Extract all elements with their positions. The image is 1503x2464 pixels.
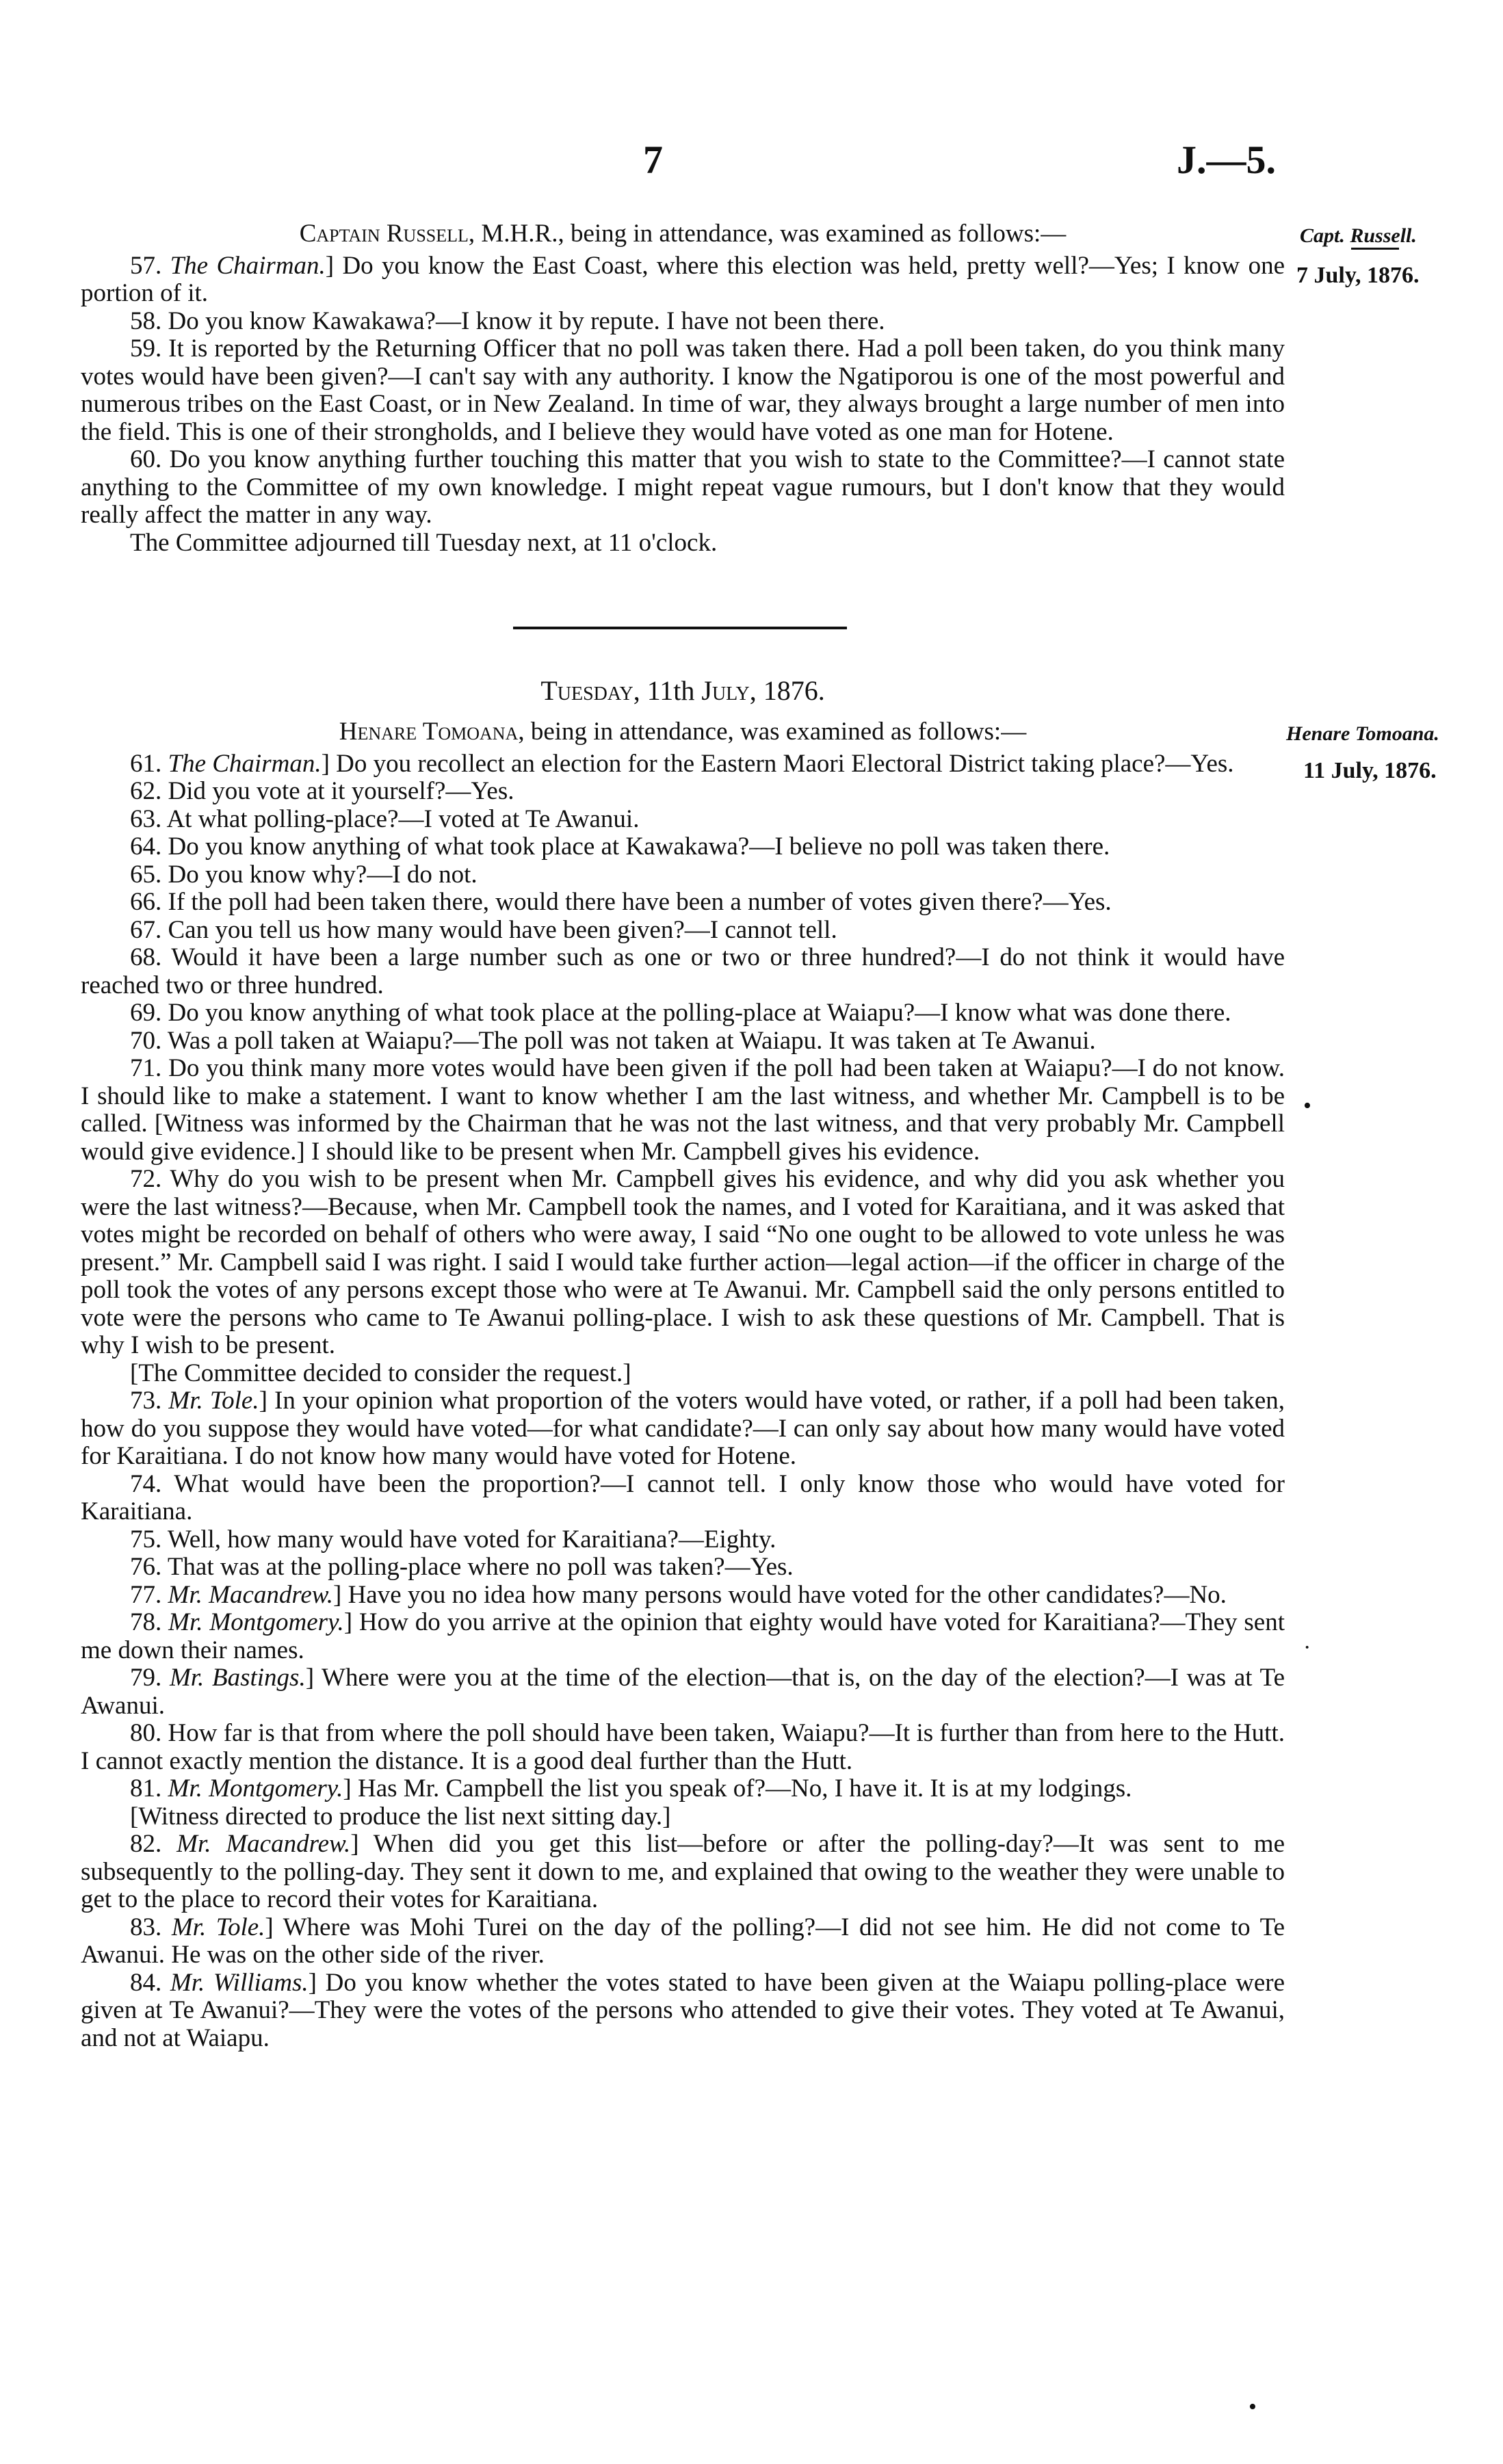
question-answer-paragraph [81,806,1285,834]
witness-intro-text: , M.H.R., being in attendance, was examined as follows:— [468,220,1067,248]
question-number: 57. [130,251,170,280]
question-answer-paragraph [81,446,1285,529]
paragraph-text: 68. Would it have been a large number such as one or two or three hundred?—I do not think it would have reached two or three hundred. [81,943,1285,999]
question-answer-paragraph [81,1027,1285,1056]
paragraph-list [81,252,1285,558]
question-number: 77. [130,1580,168,1609]
page-number: 7 [643,137,663,182]
paragraph-text: 69. Do you know anything of what took place at the polling-place at Waiapu?—I know what was done there. [130,999,1231,1027]
paragraph-text: ] Has Mr. Campbell the list you speak of?—No, I have it. It is at my lodgings. [343,1774,1132,1803]
witness-name: Henare Tomoana [339,718,519,746]
paragraph-text: 66. If the poll had been taken there, would there have been a number of votes given there?—Yes. [130,888,1112,916]
margin-mark: · [1303,1635,1311,1660]
speaker-name: Mr. Bastings. [169,1664,306,1692]
paragraph-text: [Witness directed to produce the list next sitting day.] [130,1802,671,1831]
speaker-name: Mr. Montgomery. [168,1608,344,1636]
question-answer-paragraph [81,750,1285,778]
question-number: 79. [130,1664,170,1692]
question-answer-paragraph [81,1471,1285,1526]
question-answer-paragraph [81,1914,1285,1969]
paragraph-text: ] In your opinion what proportion of the voters would have voted, or rather, if a poll had been taken, how do you suppose they would have voted—for what candidate?—I can only say about how many would have voted for Karaitiana. I do not know how many would have voted for Hotene. [81,1387,1285,1470]
paragraph-text: 63. At what polling-place?—I voted at Te Awanui. [130,804,640,833]
question-number: 73. [130,1387,169,1415]
paragraph-list [81,750,1285,2053]
question-answer-paragraph [81,1969,1285,2053]
question-answer-paragraph [81,889,1285,917]
paragraph-text: ] Do you know whether the votes stated to have been given at the Waiapu polling-place were given at Te Awanui?—They were the votes of the persons who attended to give their votes. They voted at Te Awanui, and not at Waiapu. [81,1968,1285,2052]
question-answer-paragraph [81,252,1285,308]
margin-witness-name-2: Henare Tomoana. [1286,722,1439,745]
speaker-name: Mr. Macandrew. [177,1830,351,1858]
margin-date-1: 7 July, 1876. [1296,263,1420,288]
witness-name: Captain Russell [299,220,469,248]
speaker-name: The Chairman. [170,251,326,280]
question-answer-paragraph [81,917,1285,945]
question-number: 82. [130,1830,177,1858]
paragraph-text: ] Where was Mohi Turei on the day of the polling?—I did not see him. He did not come to Te Awanui. He was on the other side of the river. [81,1913,1285,1969]
witness-intro-2 [81,718,1285,746]
paragraph-text: ] Do you know the East Coast, where this election was held, pretty well?—Yes; I know one portion of it. [81,251,1285,307]
question-number: 61. [130,749,168,778]
witness-intro-text: , being in attendance, was examined as follows:— [518,718,1027,746]
paragraph-text: ] Do you recollect an election for the Eastern Maori Electoral District taking place?—Yes. [321,749,1234,778]
paragraph-text: The Committee adjourned till Tuesday next, at 11 o'clock. [130,528,718,557]
section-divider [513,627,847,629]
question-answer-paragraph [81,1554,1285,1582]
speaker-name: Mr. Macandrew. [168,1580,333,1609]
speaker-name: The Chairman. [168,749,322,778]
paragraph-text: 75. Well, how many would have voted for Karaitiana?—Eighty. [130,1525,776,1554]
paragraph-text: 67. Can you tell us how many would have been given?—I cannot tell. [130,915,837,944]
question-answer-paragraph [81,778,1285,806]
day-heading-month: July [701,675,750,706]
margin-mark: • [1303,1093,1311,1118]
speaker-name: Mr. Williams. [170,1968,309,1997]
paragraph-text: 70. Was a poll taken at Waiapu?—The poll was not taken at Waiapu. It was taken at Te Awanui. [130,1026,1096,1055]
question-answer-paragraph [81,1775,1285,1803]
paragraph-text: 71. Do you think many more votes would have been given if the poll had been taken at Waiapu?—I do not know. I should like to make a statement. I want to know whether I am the last witness, and whether Mr. Campbell is to be called. [Witness was informed by the Chairman that he was not the last witness, and that very probably Mr. Campbell would give evidence.] I should like to be present when Mr. Campbell gives his evidence. [81,1054,1285,1166]
paragraph-text: 65. Do you know why?—I do not. [130,860,478,889]
day-heading-date: , 11th [633,675,702,706]
day-heading-day: Tuesday [540,675,633,706]
speaker-name: Mr. Tole. [171,1913,265,1941]
paragraph-text: 80. How far is that from where the poll should have been taken, Waiapu?—It is further than from here to the Hutt. I cannot exactly mention the distance. It is a good deal further than the Hutt. [81,1719,1285,1775]
paragraph-text: 72. Why do you wish to be present when Mr. Campbell gives his evidence, and why did you ask whether you were the last witness?—Because, when Mr. Campbell took the names, and I voted for Karaitiana, and it was asked that votes might be recorded on behalf of others who were away, I said “No one ought to be allowed to vote unless he was present.” Mr. Campbell said I was right. I said I would take further action—legal action—if the officer in charge of the poll took the votes of any persons except those who were at Te Awanui. Mr. Campbell said the only persons entitled to vote were the persons who came to Te Awanui polling-place. I wish to ask these questions of Mr. Campbell. That is why I wish to be present. [81,1165,1285,1359]
paragraph-text: 60. Do you know anything further touching this matter that you wish to state to the Committee?—I cannot state anything to the Committee of my own knowledge. I might repeat vague rumours, but I don't know that they would really affect the matter in any way. [81,445,1285,529]
question-answer-paragraph [81,529,1285,558]
question-number: 78. [130,1608,169,1636]
examination-section-1 [81,218,1285,557]
question-answer-paragraph [81,1055,1285,1166]
witness-intro-1 [81,220,1285,248]
question-answer-paragraph [81,1166,1285,1360]
question-answer-paragraph [81,1803,1285,1831]
paragraph-text: 76. That was at the polling-place where no poll was taken?—Yes. [130,1553,794,1581]
paragraph-text: ] When did you get this list—before or after the polling-day?—It was sent to me subsequently to the polling-day. They sent it down to me, and explained that owing to the weather they were unable to get to the place to record their votes for Karaitiana. [81,1830,1285,1913]
question-answer-paragraph [81,1526,1285,1554]
day-heading-year: , 1876. [749,675,825,706]
question-answer-paragraph [81,308,1285,336]
question-answer-paragraph [81,1609,1285,1664]
paragraph-text: ] Where were you at the time of the election—that is, on the day of the election?—I was at Te Awanui. [81,1664,1285,1720]
paragraph-text: ] How do you arrive at the opinion that eighty would have voted for Karaitiana?—They sent me down their names. [81,1608,1285,1664]
paragraph-text: ] Have you no idea how many persons would have voted for the other candidates?—No. [333,1580,1227,1609]
question-answer-paragraph [81,1387,1285,1471]
question-answer-paragraph [81,1664,1285,1720]
paragraph-text: 74. What would have been the proportion?—I cannot tell. I only know those who would have voted for Karaitiana. [81,1469,1285,1525]
document-reference: J.—5. [1177,137,1276,182]
question-answer-paragraph [81,861,1285,889]
examination-section-2 [81,716,1285,2052]
page-mark: • [1249,2394,1257,2420]
paragraph-text: 62. Did you vote at it yourself?—Yes. [130,777,514,805]
day-heading [81,674,1285,707]
question-answer-paragraph [81,833,1285,861]
question-answer-paragraph [81,1582,1285,1610]
question-answer-paragraph [81,335,1285,446]
paragraph-text: 59. It is reported by the Returning Officer that no poll was taken there. Had a poll been taken, do you think many votes would have been given?—I can't say with any authority. I know the Ngatiporou is one of the most powerful and numerous tribes on the East Coast, or in New Zealand. In time of war, they always brought a large number of men into the field. This is one of their strongholds, and I believe they would have voted as one man for Hotene. [81,335,1285,446]
margin-date-2: 11 July, 1876. [1303,758,1437,783]
paragraph-text: [The Committee decided to consider the request.] [130,1359,631,1387]
question-number: 83. [130,1913,172,1941]
question-answer-paragraph [81,1360,1285,1388]
question-answer-paragraph [81,999,1285,1027]
question-number: 81. [130,1774,168,1803]
margin-witness-name-1: Capt. Russell. [1300,224,1417,247]
paragraph-text: 64. Do you know anything of what took place at Kawakawa?—I believe no poll was taken there. [130,833,1110,861]
question-answer-paragraph [81,1720,1285,1775]
question-answer-paragraph [81,1831,1285,1914]
speaker-name: Mr. Tole. [168,1387,259,1415]
question-answer-paragraph [81,944,1285,999]
question-number: 84. [130,1968,170,1997]
speaker-name: Mr. Montgomery. [168,1774,343,1803]
margin-rule-1 [1351,248,1399,250]
paragraph-text: 58. Do you know Kawakawa?—I know it by repute. I have not been there. [130,306,885,335]
